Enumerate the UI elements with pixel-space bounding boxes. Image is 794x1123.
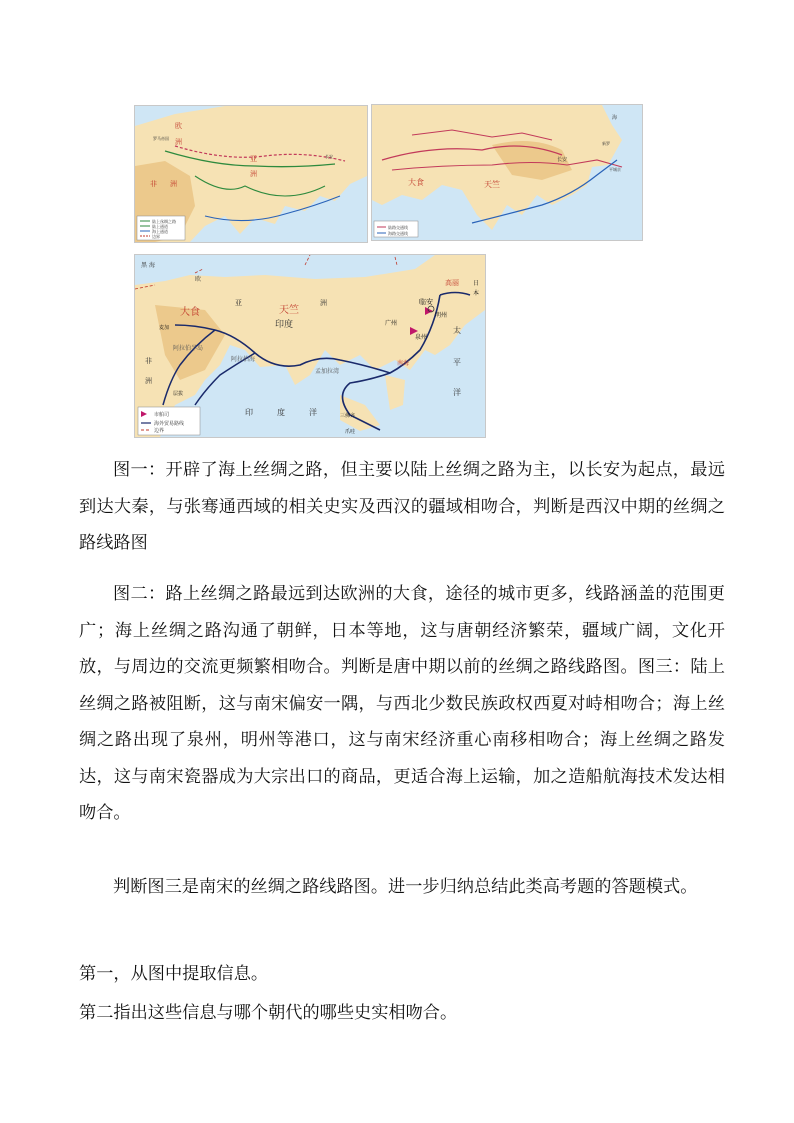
map2-label-dashi: 大食 xyxy=(408,178,424,187)
map3-label-yindu: 印度 xyxy=(275,320,294,330)
map3-label-bengal: 孟加拉湾 xyxy=(315,368,340,375)
map3-label-pacific-1: 太 xyxy=(453,326,461,335)
map3-label-black-sea: 黑 xyxy=(141,262,148,269)
map1-label-asia: 亚 xyxy=(250,155,257,163)
map3-label-dashi: 大食 xyxy=(180,307,200,318)
map2-legend-1: 海路交通线 xyxy=(388,231,408,236)
map3-label-cengba: 层拔 xyxy=(173,391,184,397)
map1-label-europe2: 洲 xyxy=(175,138,182,146)
map3-legend-0: 市舶司 xyxy=(154,412,170,418)
map3-label-japan-1: 日 xyxy=(473,280,480,287)
map3-label-asia-2: 洲 xyxy=(320,299,327,307)
paragraph-figure-2-3: 图二：路上丝绸之路最远到达欧洲的大食，途径的城市更多，线路涵盖的范围更广；海上丝绸之路沟通了朝鲜，日本等地，这与唐朝经济繁荣，疆域广阔，文化开放，与周边的交流更频繁相吻合。判断是唐中期以前的丝绸之路线路图。图三：陆上丝绸之路被阻断，这与南宋偏安一隅，与西北少数民族政权西夏对峙相吻合；海上丝绸之路出现了泉州，明州等港口，这与南宋经济重心南移相吻合；海上丝绸之路发达，这与南宋瓷器成为大宗出口的商品，更适合海上运输，加之造船航海技术发达相吻合。 xyxy=(79,584,725,823)
paragraph-conclusion: 判断图三是南宋的丝绸之路线路图。进一步归纳总结此类高考题的答题模式。 xyxy=(113,877,698,897)
map3-label-africa-1: 非 xyxy=(145,357,152,365)
map3-label-pacific-3: 洋 xyxy=(453,388,461,397)
map1-label-africa2: 洲 xyxy=(170,180,177,188)
map3-label-asia-1: 亚 xyxy=(235,299,242,307)
map3-label-europe: 欧 xyxy=(195,276,202,283)
map1-label-africa: 非 xyxy=(150,180,157,188)
map-3-svg xyxy=(135,255,485,437)
map-2-svg xyxy=(372,105,642,240)
map3-label-mecca: 麦加 xyxy=(159,325,170,331)
map-figure-3 xyxy=(134,254,486,438)
map3-label-linan: 临安 xyxy=(419,298,433,306)
map3-label-indian-ocean-3: 洋 xyxy=(309,408,317,417)
map3-label-pacific-2: 平 xyxy=(453,358,461,367)
map1-legend-2: 海上通道 xyxy=(152,229,168,234)
map2-label-tianzhu: 天竺 xyxy=(484,180,500,189)
map3-label-black-sea2: 海 xyxy=(149,262,156,269)
map3-label-tianzhu: 天竺 xyxy=(279,305,299,316)
map2-label-xinluo: 新罗 xyxy=(602,141,610,146)
map3-label-sanfoqi: 三佛齐 xyxy=(340,413,356,419)
map2-label-pingcheng: 平城京 xyxy=(609,167,621,172)
paragraph-figure-1: 图一：开辟了海上丝绸之路，但主要以陆上丝绸之路为主，以长安为起点，最远到达大秦，与张骞通西域的相关史实及西汉的疆域相吻合，判断是西汉中期的丝绸之路线路图 xyxy=(79,460,725,553)
map1-label-asia2: 洲 xyxy=(250,170,257,178)
map-figure-1 xyxy=(134,105,368,243)
map3-label-gaoli: 高丽 xyxy=(445,279,459,287)
map2-label-hai: 海 xyxy=(612,115,618,121)
map1-label-changan: 长安 xyxy=(325,154,333,159)
map1-label-europe: 欧 xyxy=(175,122,182,130)
map3-label-arabian-sea: 阿拉伯海 xyxy=(231,356,256,363)
map2-label-changan: 长安 xyxy=(557,157,568,163)
map1-label-rome: 罗马帝国 xyxy=(153,136,169,141)
map2-legend-0: 陆路交通线 xyxy=(388,225,408,230)
map3-label-guangzhou: 广州 xyxy=(385,320,398,327)
map1-legend-1: 陆上通道 xyxy=(152,224,168,229)
map1-legend-0: 陆上丝绸之路 xyxy=(152,219,176,224)
step-two: 第二指出这些信息与哪个朝代的哪些史实相吻合。 xyxy=(79,1003,458,1023)
map3-legend-1: 海外贸易路线 xyxy=(154,421,185,427)
map3-label-japan-2: 本 xyxy=(473,290,480,297)
map3-label-zhaowa: 爪哇 xyxy=(345,429,356,435)
map3-label-indian-ocean-2: 度 xyxy=(277,408,285,417)
map-1-svg xyxy=(135,106,367,242)
map-figure-2 xyxy=(371,104,643,241)
map3-label-indian-ocean-1: 印 xyxy=(245,408,253,417)
map3-label-mingzhou: 明州 xyxy=(435,312,448,319)
map3-label-south-sea: 南海 xyxy=(397,360,410,367)
map3-label-africa-2: 洲 xyxy=(145,377,152,385)
step-one: 第一，从图中提取信息。 xyxy=(79,964,269,984)
map3-label-quanzhou: 泉州 xyxy=(415,334,428,341)
map3-legend-2: 边界 xyxy=(154,428,165,434)
map3-label-arabia: 阿拉伯半岛 xyxy=(173,345,204,352)
map1-legend-3: 边界 xyxy=(152,234,160,239)
